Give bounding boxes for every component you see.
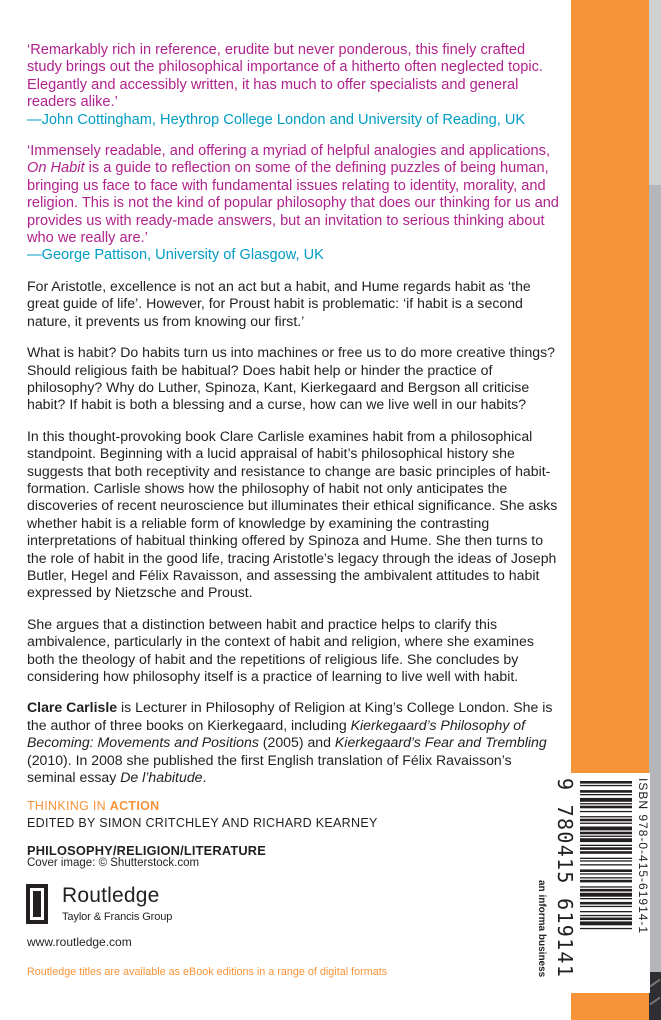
spine-corner-image (649, 972, 661, 1020)
review-quote-2-text-before: ‘Immensely readable, and offering a myriad of helpful analogies and applications, (27, 143, 550, 160)
barcode-bar (580, 886, 632, 887)
description-paragraph-3: In this thought-provoking book Clare Carlisle examines habit from a philosophical standpoint. Beginning with a lucid appraisal of habit’s philosophical history she suggests that both receptivity and resistance to change are basic principles of habit-formation. Carlisle shows how the philosophy of habit not only anticipates the discoveries of recent neuroscience but illuminates their ethical significance. She asks whether habit is a reliable form of knowledge by examining the contrasting interpretations of habitual thinking offered by Spinoza and Hume. She then turns to the role of habit in the good life, tracing Aristotle’s legacy through the ideas of Joseph Butler, Hegel and Félix Ravaisson, and assessing the ambivalent attitudes to habit expressed by Nietzsche and Proust. (27, 427, 558, 601)
barcode-bar (580, 794, 632, 795)
author-book-title-3: De l’habitude (120, 769, 203, 786)
series-name (27, 799, 547, 813)
author-bio-text-4: . (202, 769, 207, 786)
review-quote-1 (27, 42, 562, 129)
barcode-bar (580, 827, 632, 831)
review-quote-2-book-title: On Habit (27, 160, 85, 177)
review-quote-2-attribution: —George Pattison, University of Glasgow, UK (27, 247, 324, 264)
description-paragraph-1: For Aristotle, excellence is not an act but a habit, and Hume regards habit as ‘the great guide of life’. However, for Proust habit is problematic: ‘if habit is a second nature, it prevents us from knowing our first.’ (27, 277, 531, 329)
barcode-bar (580, 845, 632, 846)
barcode-digits (553, 778, 577, 979)
barcode-bar (580, 785, 632, 786)
barcode-bar (580, 803, 632, 804)
series-block (27, 799, 547, 830)
review-quote-2-text-after: is a guide to reflection on some of the defining puzzles of being human, bringing us face to face with fundamental issues relating to identity, morality, and religion. This is not the kind of popular philosophy that does our thinking for us and provides us with ready-made answers, but an invitation to serious thinking about who we really are.’ (27, 160, 559, 247)
series-editors: EDITED BY SIMON CRITCHLEY AND RICHARD KEARNEY (27, 816, 378, 830)
author-bio-text-1: is Lecturer in Philosophy of Religion at King’s College London. She is the author of three books on Kierkegaard, including (27, 699, 553, 733)
ebook-note: Routledge titles are available as eBook editions in a range of digital formats (27, 966, 388, 978)
cover-credit: Cover image: © Shutterstock.com (27, 857, 200, 869)
publisher-name: Routledge (62, 884, 160, 907)
barcode-bar (580, 877, 632, 878)
barcode-bar (580, 847, 632, 850)
publisher-logo (26, 884, 216, 924)
barcode-bar (580, 898, 632, 899)
barcode-bar (580, 806, 632, 809)
barcode-bar (580, 864, 632, 865)
author-book-title-1: Kierkegaard’s Philosophy of Becoming: Movements and Positions (27, 716, 526, 751)
barcode-bar (580, 918, 632, 921)
author-bio (27, 699, 562, 786)
series-name-prefix: THINKING IN (27, 799, 110, 813)
barcode-bar (580, 781, 632, 784)
informa-business-label (533, 880, 547, 990)
barcode-bar (580, 838, 632, 842)
barcode-bar (580, 915, 632, 916)
barcode-bar (580, 889, 632, 892)
barcode-bar (580, 906, 632, 907)
review-quote-1-text: ‘Remarkably rich in reference, erudite but never ponderous, this finely crafted study brings out the philosophical importance of a hitherto often neglected topic. Elegantly and accessibly written, it has much to offer specialists and general readers alike.’ (27, 42, 543, 111)
series-name-bold: ACTION (109, 799, 160, 813)
review-quote-1-attribution: —John Cottingham, Heythrop College London and University of Reading, UK (27, 111, 526, 128)
barcode-bar (580, 798, 632, 802)
barcode-bar (580, 893, 632, 897)
barcode-bar (580, 851, 632, 854)
routledge-logo-icon (26, 884, 48, 924)
barcode-bar (580, 832, 632, 835)
description-paragraph-2: What is habit? Do habits turn us into machines or free us to do more creative things? Should religious faith be habitual? Does habit help or hinder the practice of philosophy? Why do Luther, Spinoza, Kant, Kierkegaard and Bergson all criticise habit? If habit is both a blessing and a curse, how can we live well in our habits? (27, 344, 555, 413)
barcode-bar (580, 790, 632, 793)
description-paragraph-4: She argues that a distinction between habit and practice helps to clarify this ambivalence, particularly in the context of habit and religion, where she examines both the theology of habit and the repetitions of religious life. She concludes by considering how philosophy itself is a practice of learning to live well with habit. (27, 615, 534, 684)
review-quote-2 (27, 143, 562, 265)
barcode-bar (580, 858, 632, 859)
barcode-bar (580, 836, 632, 837)
author-bio-text-3: (2010). In 2008 she published the first English translation of Félix Ravaisson’s seminal essay (27, 751, 512, 786)
barcode-bar (580, 880, 632, 883)
publisher-group: Taylor & Francis Group (62, 911, 173, 923)
barcode-bar (580, 873, 632, 874)
isbn-label-text: ISBN 978-0-415-61914-1 (636, 778, 650, 935)
barcode-bar (580, 819, 632, 822)
informa-business-text: an informa business (536, 880, 547, 978)
isbn-label (634, 778, 650, 974)
barcode-digits-text: 9 780415 619141 (553, 778, 577, 979)
publisher-url: www.routledge.com (27, 935, 132, 949)
barcode-bar (580, 869, 632, 872)
spine-gray-strip-top (649, 0, 661, 185)
barcode-bar (580, 823, 632, 824)
barcode-bar (580, 928, 632, 929)
barcode-bar (580, 911, 632, 912)
author-bio-text-2: (2005) and (258, 734, 335, 751)
author-name: Clare Carlisle (27, 699, 118, 716)
author-book-title-2: Kierkegaard’s Fear and Trembling (334, 734, 547, 751)
barcode-bar (580, 811, 632, 812)
barcode-bar (580, 860, 632, 861)
barcode-bar (580, 921, 632, 925)
subject-category: PHILOSOPHY/RELIGION/LITERATURE (27, 843, 266, 858)
barcode-bar (580, 902, 632, 905)
barcode-bar (580, 816, 632, 817)
blurb-column (27, 42, 562, 800)
